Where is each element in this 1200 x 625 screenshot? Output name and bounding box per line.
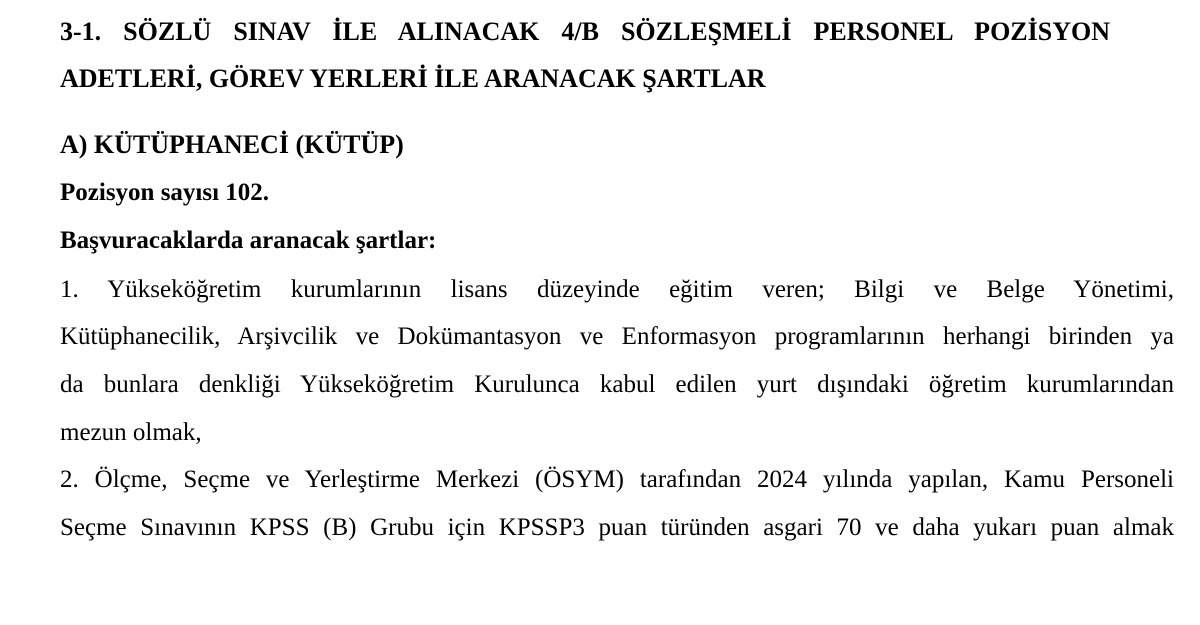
requirement-1-line-2: Kütüphanecilik, Arşivcilik ve Dokümantasyon ve Enformasyon programlarının herhangi birinden ya <box>60 323 1174 350</box>
requirement-1-line-3: da bunlara denkliği Yükseköğretim Kurulunca kabul edilen yurt dışındaki öğretim kurumlarından <box>60 371 1174 398</box>
position-count: Pozisyon sayısı 102. <box>60 179 270 206</box>
position-title: A) KÜTÜPHANECİ (KÜTÜP) <box>60 130 404 159</box>
requirement-2-line-1: 2. Ölçme, Seçme ve Yerleştirme Merkezi (ÖSYM) tarafından 2024 yılında yapılan, Kamu Personeli <box>60 466 1174 493</box>
requirements-heading: Başvuracaklarda aranacak şartlar: <box>60 227 437 254</box>
requirement-2-line-2: Seçme Sınavının KPSS (B) Grubu için KPSSP3 puan türünden asgari 70 ve daha yukarı puan almak <box>60 514 1174 541</box>
requirement-1-line-1: 1. Yükseköğretim kurumlarının lisans düzeyinde eğitim veren; Bilgi ve Belge Yönetimi, <box>60 276 1174 303</box>
requirement-1-line-4: mezun olmak, <box>60 419 202 446</box>
section-heading-line-1: 3-1. SÖZLÜ SINAV İLE ALINACAK 4/B SÖZLEŞMELİ PERSONEL POZİSYON <box>60 17 1110 46</box>
section-heading-line-2: ADETLERİ, GÖREV YERLERİ İLE ARANACAK ŞARTLAR <box>60 64 766 93</box>
